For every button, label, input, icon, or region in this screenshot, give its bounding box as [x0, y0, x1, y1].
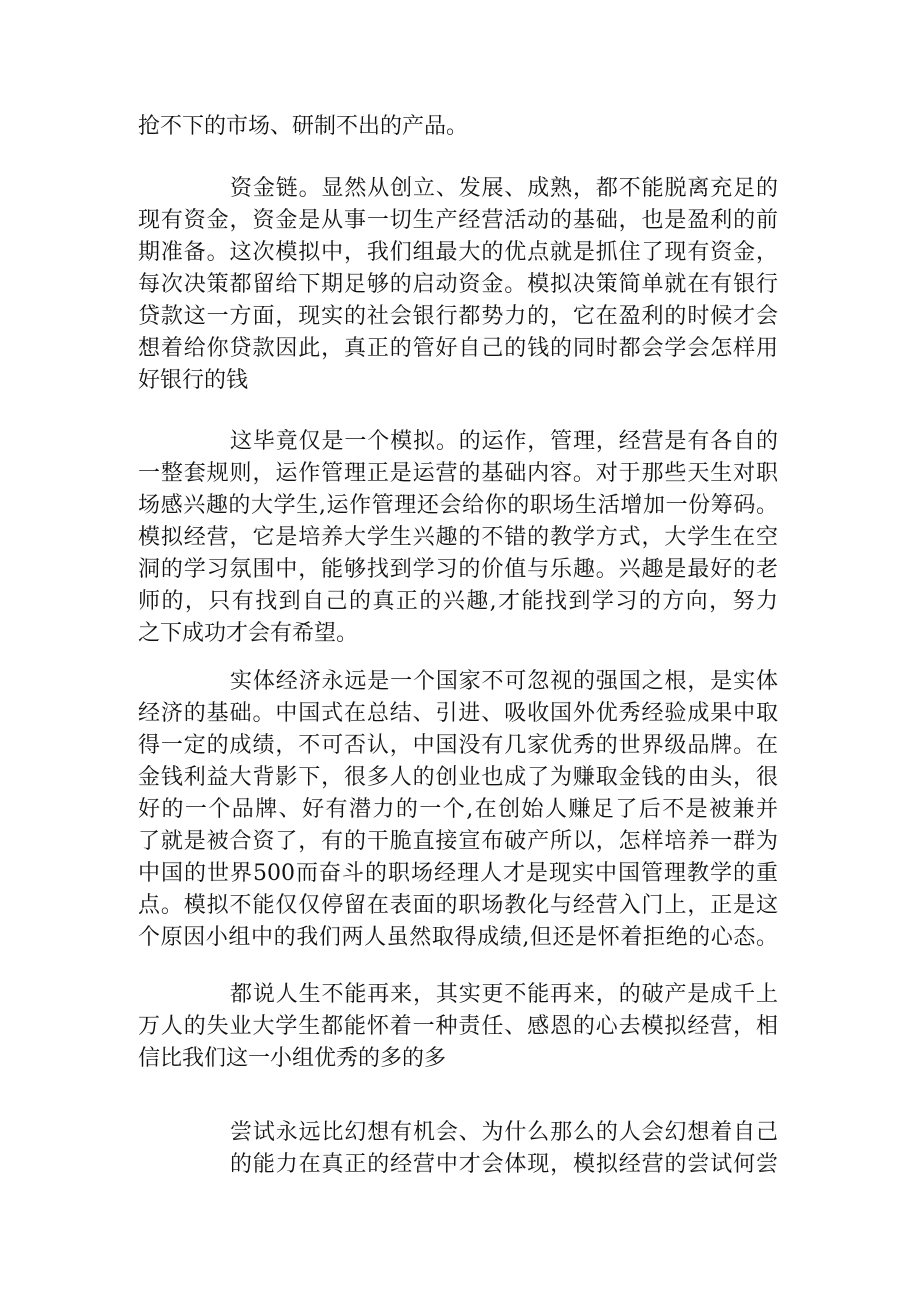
paragraph-line: 了就是被合资了，有的干脆直接宣布破产所以，怎样培养一群为	[138, 829, 778, 854]
paragraph-line: 一整套规则，运作管理正是运营的基础内容。对于那些天生对职	[138, 461, 778, 486]
paragraph-line: 这毕竟仅是一个模拟。的运作，管理，经营是有各自的	[230, 429, 778, 454]
paragraph-simulation	[138, 426, 778, 650]
paragraph-line: 师的，只有找到自己的真正的兴趣,才能找到学习的方向，努力	[138, 589, 778, 614]
paragraph-line: 洞的学习氛围中，能够找到学习的价值与乐趣。兴趣是最好的老	[138, 557, 778, 582]
paragraph-line: 金钱利益大背影下，很多人的创业也成了为赚取金钱的由头，很	[138, 765, 778, 790]
paragraph-line: 个原因小组中的我们两人虽然取得成绩,但还是怀着拒绝的心态。	[138, 925, 778, 950]
paragraph-line: 中国的世界500而奋斗的职场经理人才是现实中国管理教学的重	[138, 861, 778, 886]
paragraph-real-economy	[138, 666, 778, 954]
paragraph-line: 信比我们这一小组优秀的多的多	[138, 1046, 447, 1071]
paragraph-line: 万人的失业大学生都能怀着一种责任、感恩的心去模拟经营，相	[138, 1014, 778, 1039]
paragraph-line: 都说人生不能再来，其实更不能再来，的破产是成千上	[230, 982, 778, 1007]
paragraph-line: 的能力在真正的经营中才会体现，模拟经营的尝试何尝	[230, 1152, 778, 1177]
paragraph-line: 场感兴趣的大学生,运作管理还会给你的职场生活增加一份筹码。	[138, 493, 778, 518]
paragraph-line: 尝试永远比幻想有机会、为什么那么的人会幻想着自己	[230, 1120, 778, 1145]
paragraph-line: 抢不下的市场、研制不出的产品。	[138, 114, 469, 139]
paragraph-life	[138, 979, 778, 1075]
paragraph-line: 得一定的成绩，不可否认，中国没有几家优秀的世界级品牌。在	[138, 733, 778, 758]
paragraph-line: 好银行的钱	[138, 368, 249, 393]
paragraph-line: 之下成功才会有希望。	[138, 621, 359, 646]
paragraph-line: 好的一个品牌、好有潜力的一个,在创始人赚足了后不是被兼并	[138, 797, 778, 822]
paragraph-line: 资金链。显然从创立、发展、成熟，都不能脱离充足的	[230, 176, 778, 201]
paragraph-line: 实体经济永远是一个国家不可忽视的强国之根，是实体	[230, 669, 778, 694]
paragraph-line: 每次决策都留给下期足够的启动资金。模拟决策简单就在有银行	[138, 272, 778, 297]
paragraph-line: 期准备。这次模拟中，我们组最大的优点就是抓住了现有资金，	[138, 240, 778, 265]
paragraph-attempt	[230, 1117, 778, 1181]
paragraph-line: 点。模拟不能仅仅停留在表面的职场教化与经营入门上，正是这	[138, 893, 778, 918]
paragraph-line: 现有资金，资金是从事一切生产经营活动的基础，也是盈利的前	[138, 208, 778, 233]
paragraph-line: 模拟经营，它是培养大学生兴趣的不错的教学方式，大学生在空	[138, 525, 778, 550]
paragraph-capital-chain	[138, 173, 778, 397]
paragraph-line: 经济的基础。中国式在总结、引进、吸收国外优秀经验成果中取	[138, 701, 778, 726]
paragraph-line: 贷款这一方面，现实的社会银行都势力的，它在盈利的时候才会	[138, 304, 778, 329]
paragraph-market	[138, 111, 778, 143]
paragraph-line: 想着给你贷款因此，真正的管好自己的钱的同时都会学会怎样用	[138, 336, 778, 361]
